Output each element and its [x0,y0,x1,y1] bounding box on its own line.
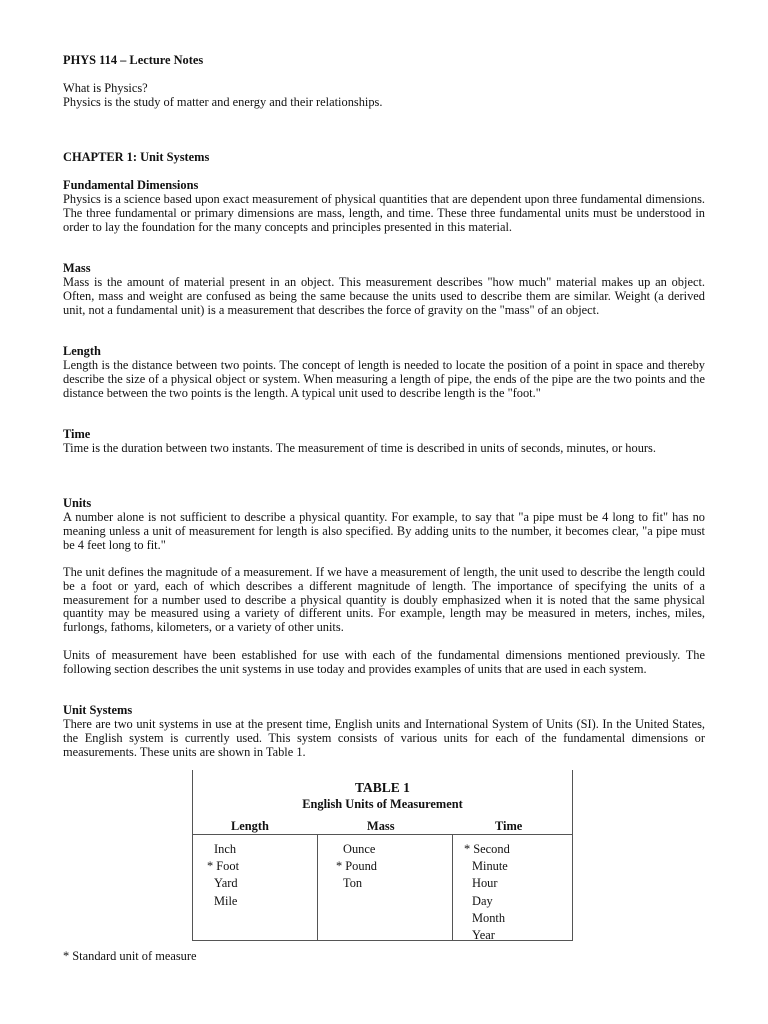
table-cell: Day [472,893,493,908]
table-column-divider [317,834,318,940]
table-cell: Ounce [343,842,376,856]
time-body: Time is the duration between two instants. The measurement of time is described in units of seconds, minutes, or hours. [63,441,656,455]
table-column-mass [336,841,377,893]
table-header-time: Time [495,819,523,833]
table-column-time [464,841,510,944]
table-cell: Inch [214,842,237,856]
fundamental-heading: Fundamental Dimensions [63,178,199,192]
table-subtitle: English Units of Measurement [302,797,463,811]
table-column-divider [452,834,453,940]
units-para-2: The unit defines the magnitude of a measurement. If we have a measurement of length, the unit used to describe the length could be a foot or yard, each of which describes a different magnitude of length. The importance of specifying the units of a measurement for a number used to describe a physical quantity is doubly emphasized when it is noted that the same physical quantity may be measured using a variety of different units. For example, length may be measured in meters, inches, miles, furlongs, fathoms, kilometers, or a variety of other units. [63,565,705,635]
table-header-divider [193,834,572,835]
table-header-mass: Mass [367,819,395,833]
table-title: TABLE 1 [355,780,410,795]
table-cell: Year [472,928,495,943]
mass-heading: Mass [63,261,91,275]
table-column-length [207,841,239,910]
mass-body: Mass is the amount of material present in an object. This measurement describes "how much" material makes up an object. Often, mass and weight are confused as being the same because the units used to describe them are similar. Weight (a derived unit, not a fundamental unit) is a measurement that describes the force of gravity on the "mass" of an object. [63,275,705,317]
table-header-length: Length [231,819,269,833]
table-cell: Mile [214,893,238,908]
fundamental-body: Physics is a science based upon exact measurement of physical quantities that are dependent upon three fundamental dimensions. The three fundamental or primary dimensions are mass, length, and time. These three fundamental units must be understood in order to lay the foundation for the many concepts and principles presented in this material. [63,192,705,234]
table-footnote: * Standard unit of measure [63,949,197,963]
table-cell: Yard [214,876,238,891]
table-cell: Ton [343,876,363,891]
physics-question: What is Physics? [63,81,148,95]
table-cell: Minute [472,859,508,874]
unit-systems-heading: Unit Systems [63,703,133,717]
units-heading: Units [63,496,92,510]
length-heading: Length [63,344,101,358]
physics-definition: Physics is the study of matter and energy and their relationships. [63,95,383,109]
unit-systems-body: There are two unit systems in use at the present time, English units and International System of Units (SI). In the United States, the English system is currently used. This system consists of various units for each of the fundamental dimensions or measurements. These units are shown in Table 1. [63,717,705,759]
table-cell: * Foot [207,859,240,874]
units-para-3: Units of measurement have been established for use with each of the fundamental dimensions mentioned previously. The following section describes the unit systems in use today and provides examples of units that are used in each system. [63,648,705,676]
table-cell: * Second [464,842,510,856]
time-heading: Time [63,427,91,441]
length-body: Length is the distance between two points. The concept of length is needed to locate the position of a point in space and thereby describe the size of a physical object or system. When measuring a length of pipe, the ends of the pipe are the two points and the distance between the two points is the length. A typical unit used to describe length is the "foot." [63,358,705,400]
chapter-title: CHAPTER 1: Unit Systems [63,150,210,164]
units-para-1: A number alone is not sufficient to describe a physical quantity. For example, to say that "a pipe must be 4 long to fit" has no meaning unless a unit of measurement for length is also specified. By adding units to the number, it becomes clear, "a pipe must be 4 feet long to fit." [63,510,705,552]
course-title: PHYS 114 – Lecture Notes [63,53,204,67]
table-cell: Hour [472,876,498,891]
table-english-units [192,770,573,941]
table-cell: * Pound [336,859,377,874]
table-cell: Month [472,910,506,925]
